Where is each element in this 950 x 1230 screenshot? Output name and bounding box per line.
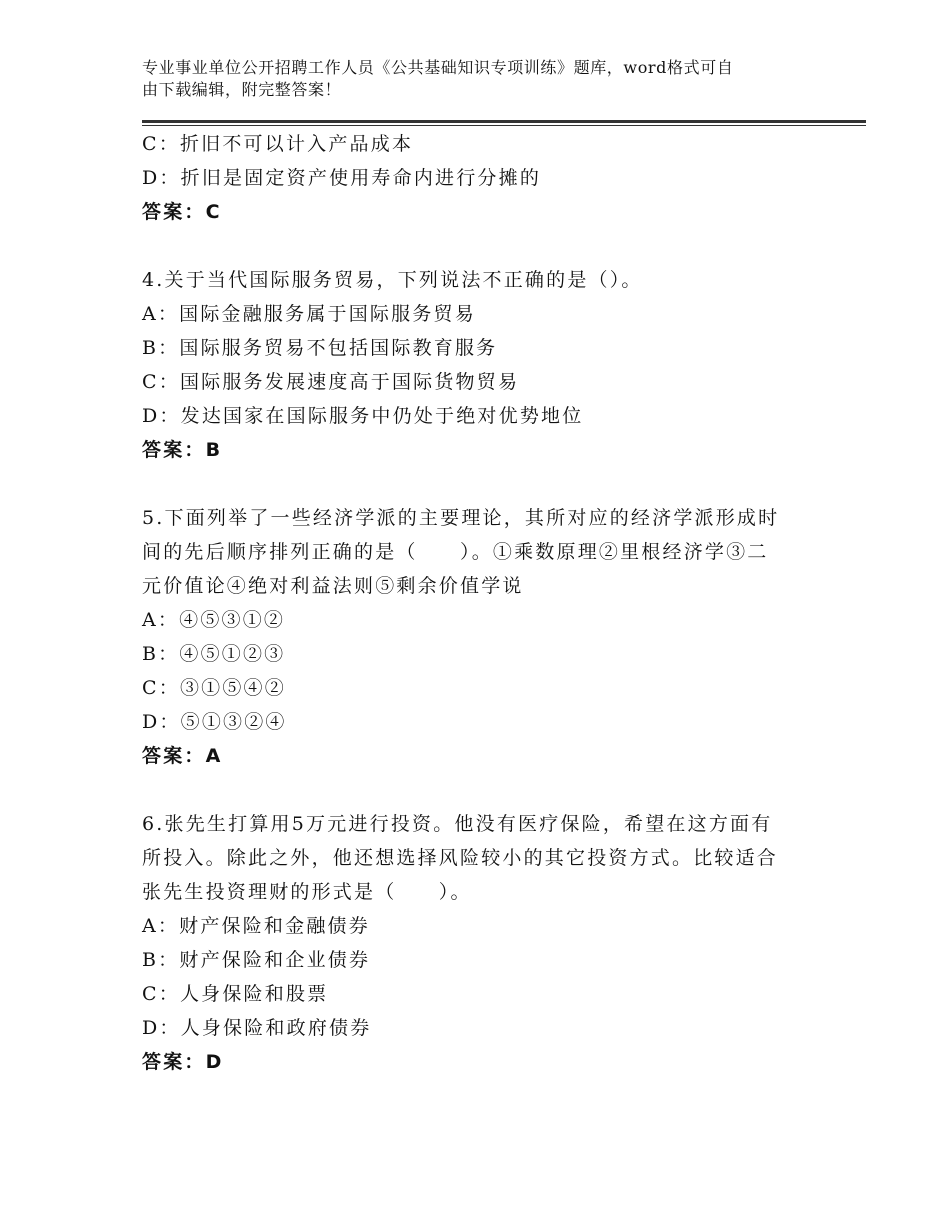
question-stem-line-3: 元价值论④绝对利益法则⑤剩余价值学说	[142, 575, 524, 597]
option-d: D：发达国家在国际服务中仍处于绝对优势地位	[142, 405, 584, 427]
header-line-1: 专业事业单位公开招聘工作人员《公共基础知识专项训练》题库，word格式可自	[142, 58, 734, 77]
option-a: A：国际金融服务属于国际服务贸易	[142, 303, 476, 325]
question-stem: 4.关于当代国际服务贸易，下列说法不正确的是（）。	[142, 269, 643, 291]
header-rule-thick	[142, 120, 866, 123]
option-c: C：国际服务发展速度高于国际货物贸易	[142, 371, 520, 393]
option-d: D：人身保险和政府债券	[142, 1017, 372, 1039]
question-stem-line-2: 所投入。除此之外，他还想选择风险较小的其它投资方式。比较适合	[142, 847, 779, 869]
question-3-tail	[142, 127, 822, 229]
spacer	[142, 467, 822, 501]
spacer	[142, 229, 822, 263]
option-d: D：折旧是固定资产使用寿命内进行分摊的	[142, 167, 542, 189]
option-c: C：③①⑤④②	[142, 677, 286, 699]
spacer	[142, 773, 822, 807]
question-5	[142, 501, 822, 773]
question-stem-line-2: 间的先后顺序排列正确的是（ ）。①乘数原理②里根经济学③二	[142, 541, 769, 563]
answer-label: 答案：C	[142, 201, 222, 223]
answer-label: 答案：B	[142, 439, 223, 461]
page-header	[142, 57, 802, 101]
question-content	[142, 127, 822, 1079]
header-line-2: 由下载编辑，附完整答案！	[142, 80, 342, 99]
option-a: A：财产保险和金融债券	[142, 915, 370, 937]
answer-label: 答案：A	[142, 745, 223, 767]
option-c: C：折旧不可以计入产品成本	[142, 133, 414, 155]
option-b: B：国际服务贸易不包括国际教育服务	[142, 337, 498, 359]
question-stem-line-3: 张先生投资理财的形式是（ ）。	[142, 881, 472, 903]
option-b: B：财产保险和企业债券	[142, 949, 371, 971]
question-stem-line-1: 6.张先生打算用5万元进行投资。他没有医疗保险，希望在这方面有	[142, 813, 773, 835]
question-6	[142, 807, 822, 1079]
answer-label: 答案：D	[142, 1051, 224, 1073]
option-c: C：人身保险和股票	[142, 983, 329, 1005]
option-a: A：④⑤③①②	[142, 609, 286, 631]
header-rule-thin	[142, 125, 866, 126]
option-d: D：⑤①③②④	[142, 711, 287, 733]
question-4	[142, 263, 822, 467]
option-b: B：④⑤①②③	[142, 643, 286, 665]
question-stem-line-1: 5.下面列举了一些经济学派的主要理论，其所对应的经济学派形成时	[142, 507, 780, 529]
